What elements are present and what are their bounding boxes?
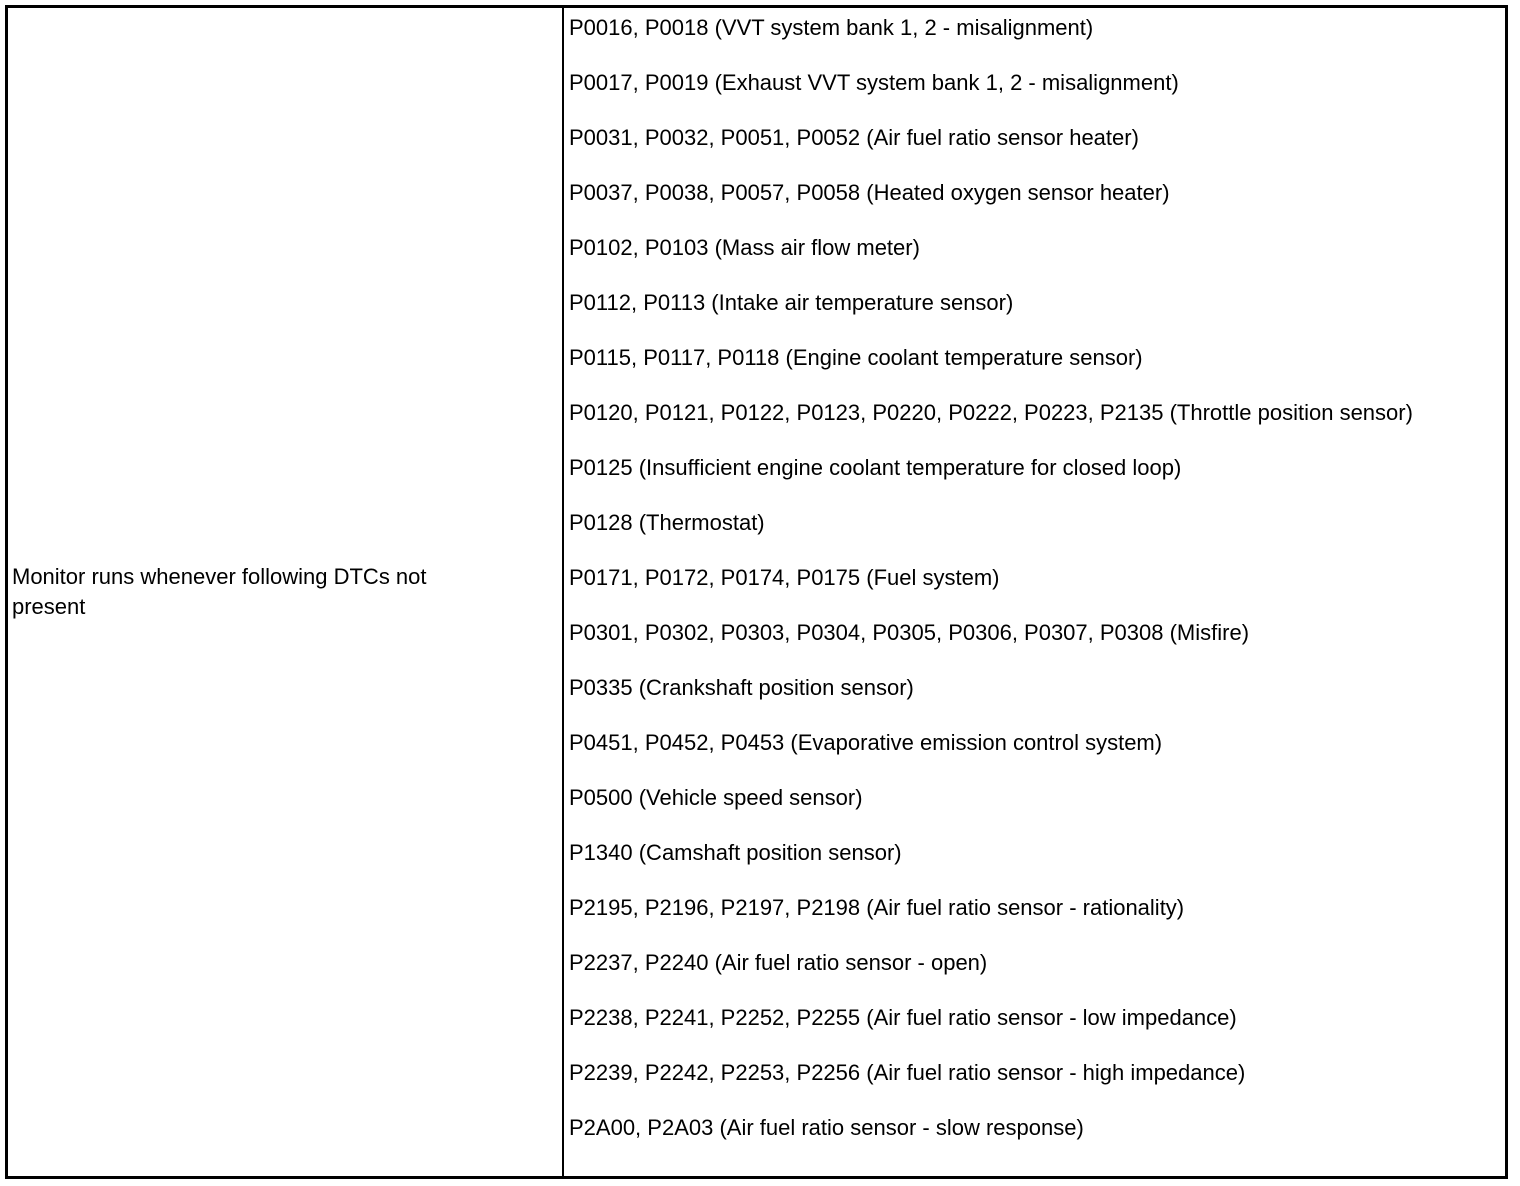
dtc-list-cell — [564, 8, 1505, 1176]
dtc-item: P2195, P2196, P2197, P2198 (Air fuel ratio sensor - rationality) — [569, 895, 1185, 920]
dtc-item: P0125 (Insufficient engine coolant temperature for closed loop) — [569, 455, 1182, 480]
dtc-item: P2237, P2240 (Air fuel ratio sensor - open) — [569, 950, 988, 975]
dtc-item: P0128 (Thermostat) — [569, 510, 765, 535]
dtc-item: P0115, P0117, P0118 (Engine coolant temperature sensor) — [569, 345, 1143, 370]
condition-cell — [8, 8, 564, 1176]
dtc-item: P0335 (Crankshaft position sensor) — [569, 675, 914, 700]
dtc-item: P0500 (Vehicle speed sensor) — [569, 785, 863, 810]
dtc-item: P2238, P2241, P2252, P2255 (Air fuel ratio sensor - low impedance) — [569, 1005, 1237, 1030]
dtc-item: P2A00, P2A03 (Air fuel ratio sensor - slow response) — [569, 1115, 1084, 1140]
condition-text: Monitor runs whenever following DTCs not present — [12, 564, 427, 619]
dtc-item: P0112, P0113 (Intake air temperature sensor) — [569, 290, 1014, 315]
dtc-item: P0120, P0121, P0122, P0123, P0220, P0222, P0223, P2135 (Throttle position sensor) — [569, 400, 1413, 425]
dtc-item: P0301, P0302, P0303, P0304, P0305, P0306, P0307, P0308 (Misfire) — [569, 620, 1250, 645]
dtc-item: P0102, P0103 (Mass air flow meter) — [569, 235, 920, 260]
dtc-item: P2239, P2242, P2253, P2256 (Air fuel ratio sensor - high impedance) — [569, 1060, 1246, 1085]
dtc-item: P0016, P0018 (VVT system bank 1, 2 - misalignment) — [569, 15, 1094, 40]
dtc-condition-table — [5, 5, 1508, 1179]
dtc-item: P0451, P0452, P0453 (Evaporative emission control system) — [569, 730, 1163, 755]
dtc-item: P0037, P0038, P0057, P0058 (Heated oxygen sensor heater) — [569, 180, 1170, 205]
dtc-item: P0017, P0019 (Exhaust VVT system bank 1, 2 - misalignment) — [569, 70, 1179, 95]
dtc-item: P0171, P0172, P0174, P0175 (Fuel system) — [569, 565, 1000, 590]
dtc-item: P1340 (Camshaft position sensor) — [569, 840, 902, 865]
dtc-item: P0031, P0032, P0051, P0052 (Air fuel ratio sensor heater) — [569, 125, 1139, 150]
